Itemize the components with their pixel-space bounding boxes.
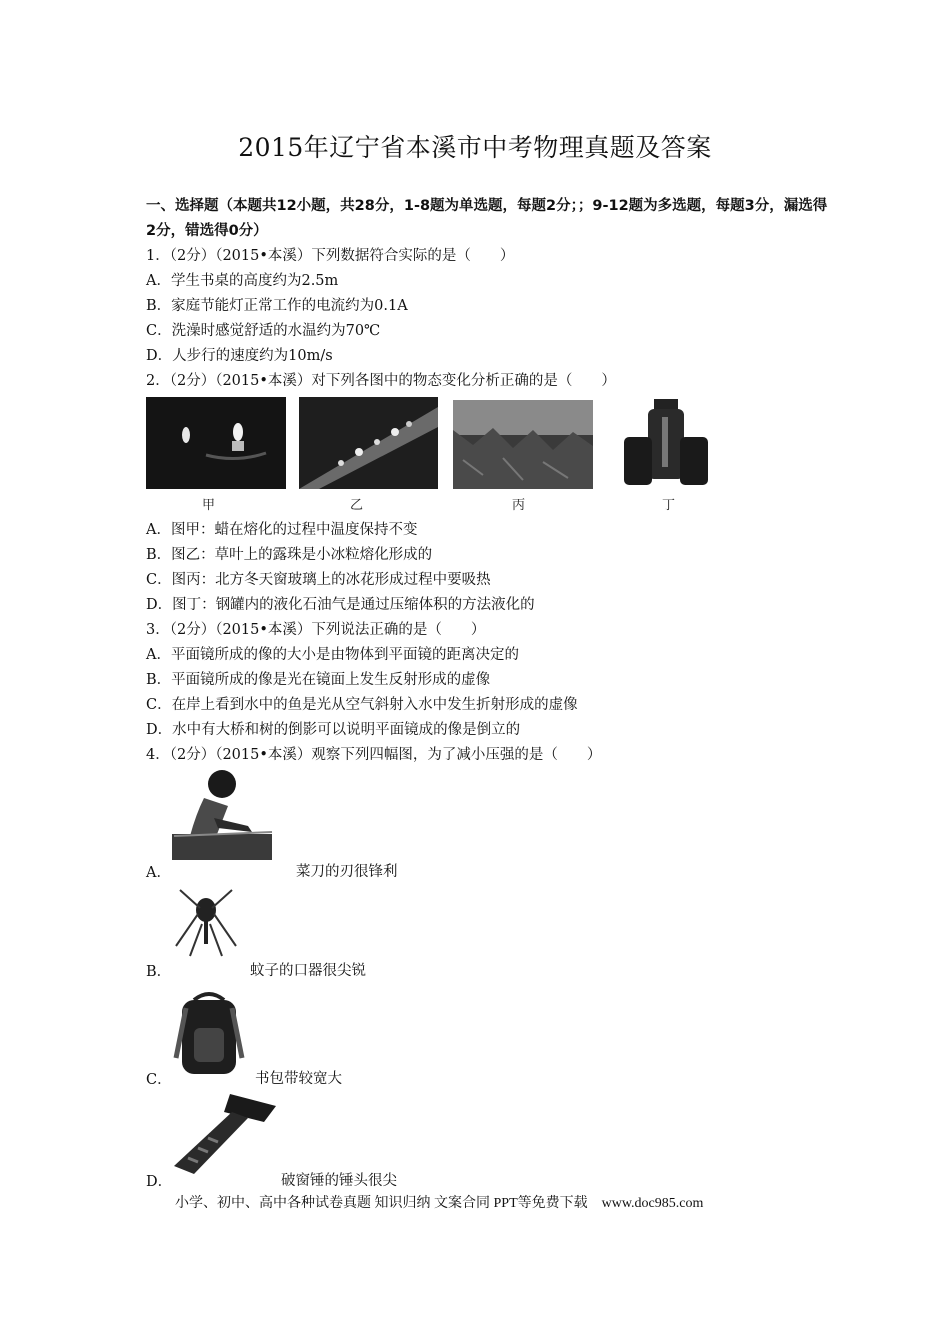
q4-text-d: 破窗锤的锤头很尖: [281, 1173, 397, 1189]
q3-option-c: C．在岸上看到水中的鱼是光从空气斜射入水中发生折射形成的虚像: [146, 697, 578, 713]
q2-option-a: A．图甲：蜡在熔化的过程中温度保持不变: [146, 522, 418, 538]
q3-option-b: B．平面镜所成的像是光在镜面上发生反射形成的虚像: [146, 672, 491, 688]
q2-image-yi: [299, 397, 438, 489]
q1-stem: 1．（2分）（2015•本溪）下列数据符合实际的是（ ）: [146, 248, 515, 264]
q1-option-a: A．学生书桌的高度约为2.5m: [146, 273, 339, 289]
page-title: 2015年辽宁省本溪市中考物理真题及答案: [238, 133, 712, 162]
q4-text-c: 书包带较宽大: [255, 1071, 342, 1087]
q3-option-a: A．平面镜所成的像的大小是由物体到平面镜的距离决定的: [146, 647, 519, 663]
q4-image-hammer: [168, 1088, 280, 1180]
page-footer: 小学、初中、高中各种试卷真题 知识归纳 文案合同 PPT等免费下载 www.doc985.com: [175, 1196, 704, 1211]
q2-option-d: D．图丁：钢罐内的液化石油气是通过压缩体积的方法液化的: [146, 597, 535, 613]
section-heading: 一、选择题（本题共12小题，共28分，1-8题为单选题，每题2分；；9-12题为多选题，每题3分，漏选得2分，错选得0分）: [146, 198, 828, 239]
q2-label-yi: 乙: [350, 498, 364, 513]
q1-option-b: B．家庭节能灯正常工作的电流约为0.1A: [146, 298, 408, 314]
q3-option-d: D．水中有大桥和树的倒影可以说明平面镜成的像是倒立的: [146, 722, 521, 738]
q1-option-c: C．洗澡时感觉舒适的水温约为70℃: [146, 323, 381, 339]
q1-option-d: D．人步行的速度约为10m/s: [146, 348, 333, 364]
q2-stem: 2．（2分）（2015•本溪）对下列各图中的物态变化分析正确的是（ ）: [146, 373, 616, 389]
q4-letter-d: D．: [146, 1174, 173, 1190]
q4-letter-a: A．: [146, 865, 171, 881]
q4-image-mosquito: [170, 884, 242, 960]
q2-label-jia: 甲: [202, 498, 216, 513]
q4-letter-b: B．: [146, 964, 172, 980]
q2-option-c: C．图丙：北方冬天窗玻璃上的冰花形成过程中要吸热: [146, 572, 491, 588]
q3-stem: 3．（2分）（2015•本溪）下列说法正确的是（ ）: [146, 622, 486, 638]
q2-image-ding: [622, 397, 710, 489]
q4-text-a: 菜刀的刃很锋利: [296, 864, 398, 880]
q2-label-ding: 丁: [662, 498, 676, 513]
q4-text-b: 蚊子的口器很尖锐: [250, 963, 366, 979]
q2-image-jia: [146, 397, 286, 489]
q2-image-bing: [453, 400, 593, 489]
q2-option-b: B．图乙：草叶上的露珠是小冰粒熔化形成的: [146, 547, 433, 563]
q2-label-bing: 丙: [512, 498, 526, 513]
q4-image-backpack: [172, 988, 246, 1080]
q4-stem: 4．（2分）（2015•本溪）观察下列四幅图，为了减小压强的是（ ）: [146, 747, 602, 763]
q4-letter-c: C．: [146, 1072, 172, 1088]
q4-image-knife: [168, 766, 276, 862]
